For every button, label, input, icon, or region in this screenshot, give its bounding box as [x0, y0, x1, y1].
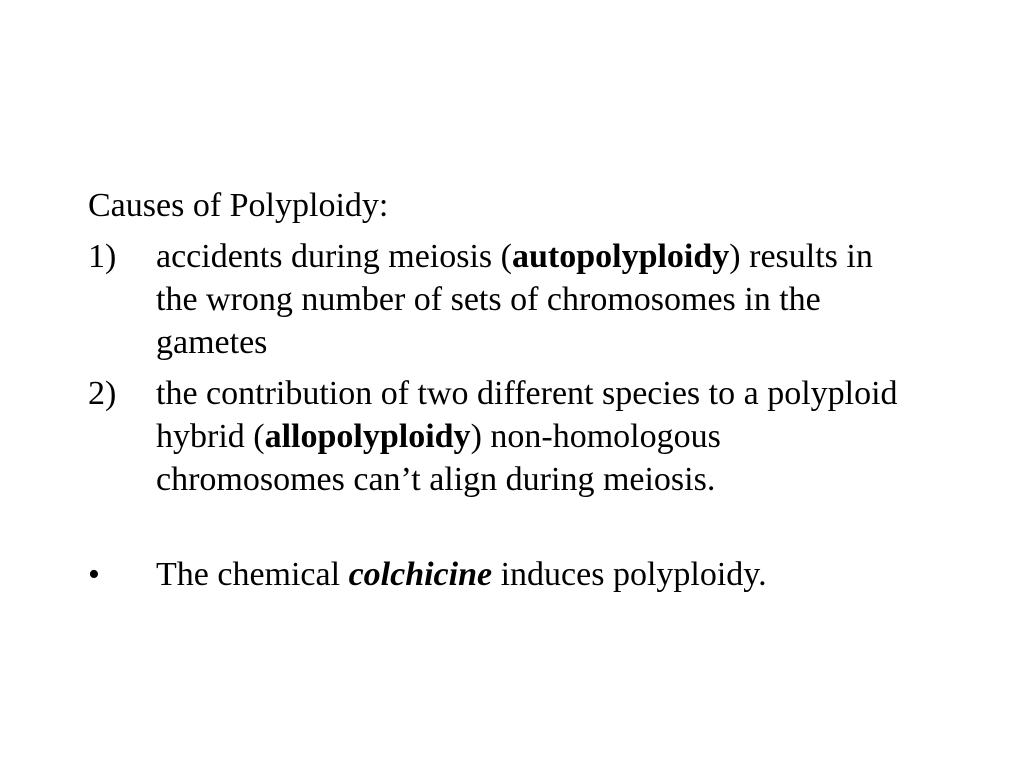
spacer	[88, 509, 908, 553]
bullet-marker: •	[88, 556, 100, 593]
bullet-item	[88, 553, 908, 596]
list-item-1	[88, 235, 908, 364]
slide-heading: Causes of Polyploidy:	[88, 187, 389, 224]
item-text: the contribution of two different species to a polyploid hybrid (	[156, 375, 898, 455]
term-allopolyploidy: allopolyploidy	[264, 418, 471, 455]
item-text: accidents during meiosis (	[156, 238, 512, 275]
slide-content	[88, 184, 908, 604]
item-text: induces polyploidy.	[492, 556, 767, 593]
term-autopolyploidy: autopolyploidy	[511, 238, 730, 275]
list-item-2	[88, 372, 908, 501]
list-marker: 1)	[88, 238, 117, 275]
item-text: The chemical	[156, 556, 349, 593]
term-colchicine: colchicine	[348, 556, 493, 593]
list-marker: 2)	[88, 375, 117, 412]
item-text: ) non-homologous chromosomes can’t align during meiosis.	[156, 418, 721, 498]
item-text: ) results in the wrong number of sets of chromosomes in the gametes	[156, 238, 873, 361]
